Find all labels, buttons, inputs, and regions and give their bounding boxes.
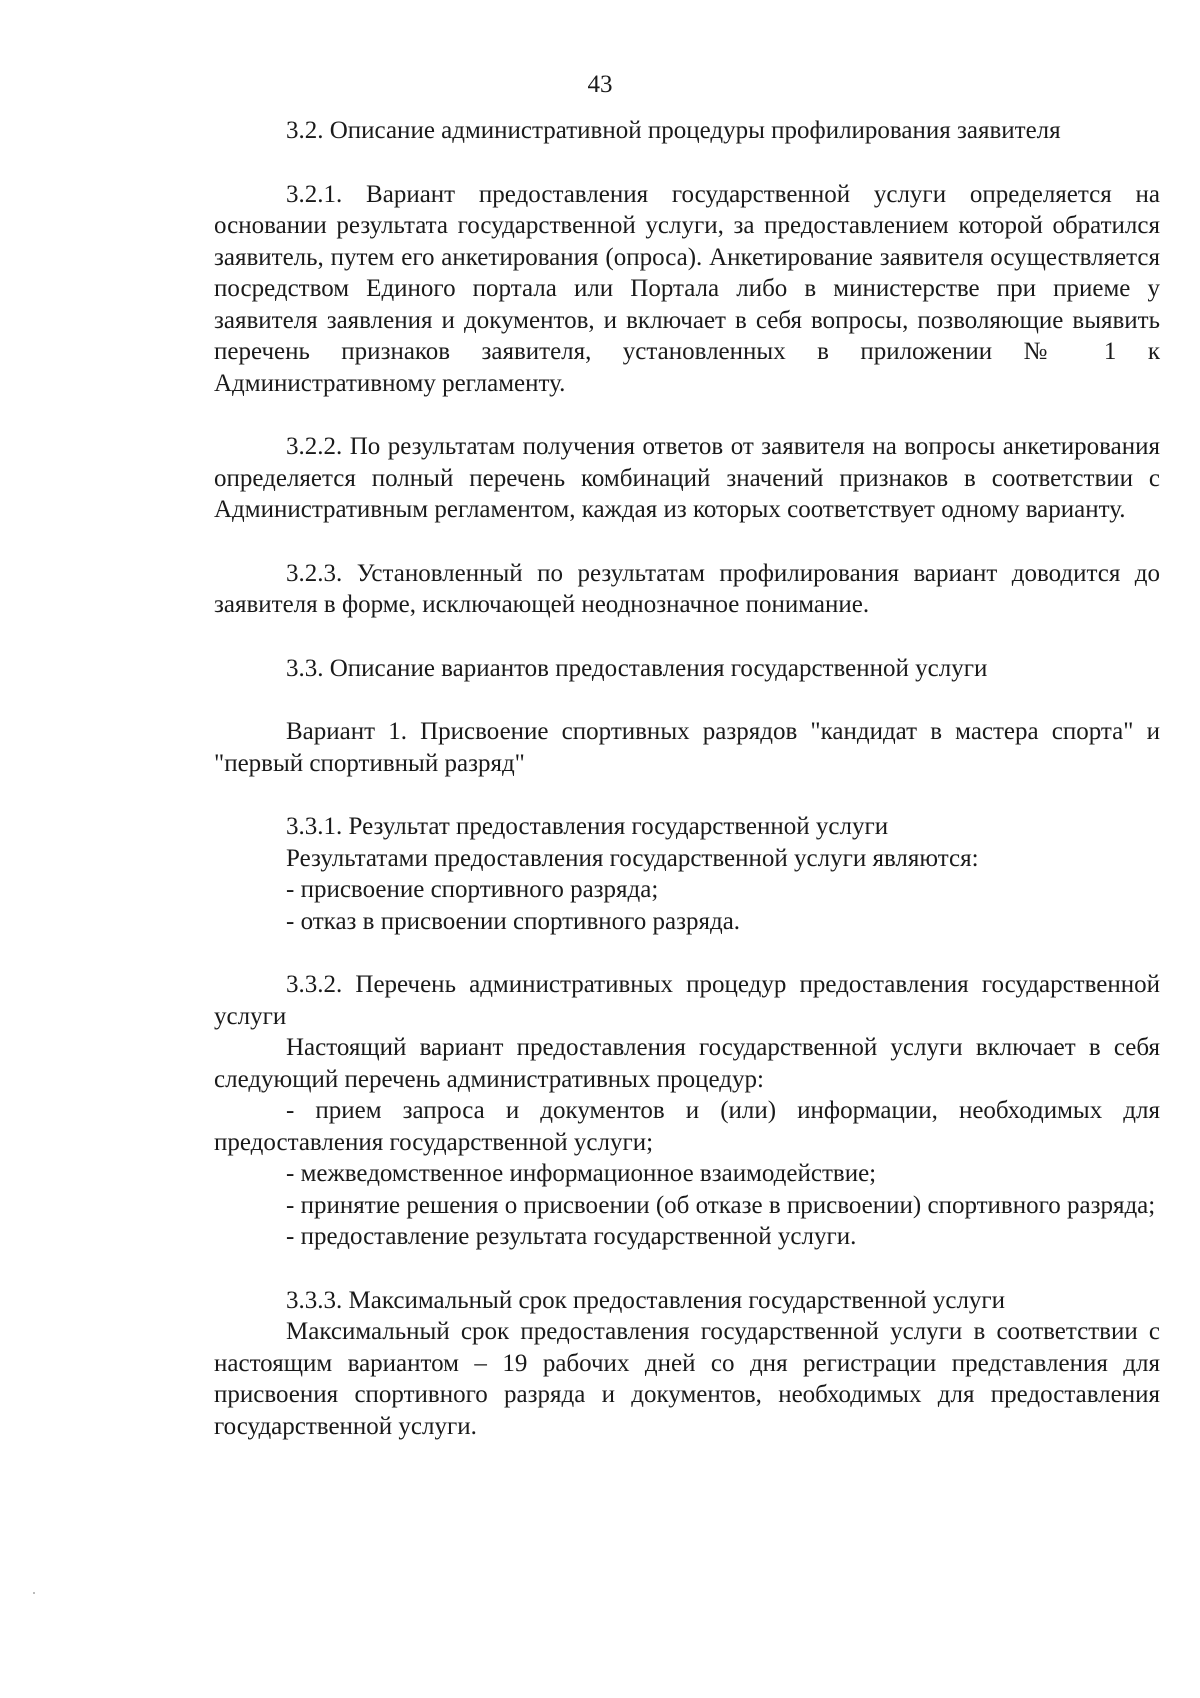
list-item: - принятие решения о присвоении (об отказе в присвоении) спортивного разряда;	[286, 1191, 1156, 1219]
list-item: - предоставление результата государственной услуги.	[286, 1223, 857, 1250]
list-item: - прием запроса и документов и (или) информации, необходимых для предоставления государственной услуги;	[214, 1097, 1160, 1156]
list-item: - присвоение спортивного разряда;	[286, 876, 659, 903]
document-body	[214, 115, 1160, 1442]
variant-1-title: Вариант 1. Присвоение спортивных разрядов "кандидат в мастера спорта" и "первый спортивный разряд"	[214, 718, 1160, 777]
list-item: - межведомственное информационное взаимодействие;	[286, 1160, 877, 1187]
subsection-3-3-2-title: 3.3.2. Перечень административных процедур предоставления государственной услуги	[214, 971, 1160, 1030]
paragraph-3-2-2: 3.2.2. По результатам получения ответов от заявителя на вопросы анкетирования определяется полный перечень комбинаций значений признаков в соответствии с Административным регламентом, каждая из которых соответствует одному варианту.	[214, 433, 1160, 523]
subsection-3-3-3-text: Максимальный срок предоставления государственной услуги в соответствии с настоящим вариантом – 19 рабочих дней со дня регистрации представления для присвоения спортивного разряда и документов, необходимых для предоставления государственной услуги.	[214, 1318, 1160, 1440]
subsection-3-3-1-intro: Результатами предоставления государственной услуги являются:	[286, 844, 979, 872]
list-item: - отказ в присвоении спортивного разряда.	[286, 907, 741, 935]
section-3-2-heading: 3.2. Описание административной процедуры профилирования заявителя	[286, 117, 1061, 144]
section-3-3-heading: 3.3. Описание вариантов предоставления государственной услуги	[286, 654, 988, 682]
page-number: 43	[587, 71, 613, 98]
scan-speck	[33, 1592, 35, 1594]
subsection-3-3-3-title: 3.3.3. Максимальный срок предоставления государственной услуги	[286, 1286, 1006, 1314]
subsection-3-3-2-intro: Настоящий вариант предоставления государственной услуги включает в себя следующий перечень административных процедур:	[214, 1034, 1160, 1093]
paragraph-3-2-1: 3.2.1. Вариант предоставления государственной услуги определяется на основании результата государственной услуги, за предоставлением которой обратился заявитель, путем его анкетирования (опроса). Анкетирование заявителя осуществляется посредством Единого портала или Портала либо в министерстве при приеме у заявителя заявления и документов, и включает в себя вопросы, позволяющие выявить перечень признаков заявителя, установленных в приложении № 1 к Административному регламенту.	[214, 180, 1160, 397]
paragraph-3-2-3: 3.2.3. Установленный по результатам профилирования вариант доводится до заявителя в форме, исключающей неоднозначное понимание.	[214, 559, 1160, 618]
subsection-3-3-1-title: 3.3.1. Результат предоставления государственной услуги	[286, 813, 889, 840]
